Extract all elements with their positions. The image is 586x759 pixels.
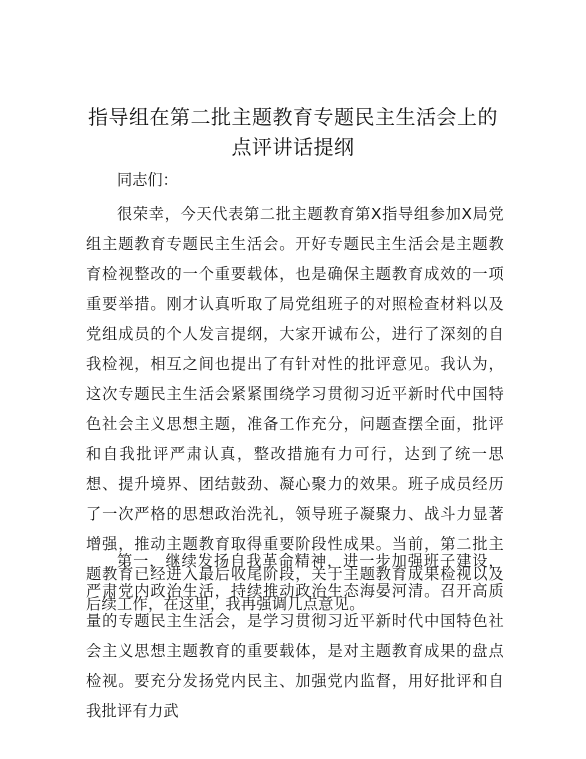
body-paragraph-1: 很荣幸，今天代表第二批主题教育第X指导组参加X局党组主题教育专题民主生活会。开好专题民主生活会是主题教育检视整改的一个重要载体，也是确保主题教育成效的一项重要举措。刚才认真听取了局党组班子的对照检查材料以及党组成员的个人发言提纲，大家开诚布公，进行了深刻的自我检视，相互之间也提出了有针对性的批评意见。我认为，这次专题民主生活会紧紧围绕学习贯彻习近平新时代中国特色社会主义思想主题，准备工作充分，问题查摆全面，批评和自我批评严肃认真，整改措施有力可行，达到了统一思想、提升境界、团结鼓劲、凝心聚力的效果。班子成员经历了一次严格的思想政治洗礼，领导班子凝聚力、战斗力显著增强，推动主题教育取得重要阶段性成果。当前，第二批主题教育已经进入最后收尾阶段，关于主题教育成果检视以及后续工作，在这里，我再强调几点意见。 — [86, 205, 504, 613]
body-paragraph-2: 第一，继续发扬自我革命精神，进一步加强班子建设，严肃党内政治生活，持续推动政治生态海晏河清。召开高质量的专题民主生活会，是学习贯彻习近平新时代中国特色社会主义思想主题教育的重要载体，是对主题教育成果的盘点检视。要充分发扬党内民主、加强党内监督，用好批评和自我批评有力武 — [86, 552, 504, 720]
document-title-line-1: 指导组在第二批主题教育专题民主生活会上的 — [88, 105, 498, 129]
salutation: 同志们： — [117, 171, 178, 189]
document-title-line-2: 点评讲话提纲 — [231, 135, 355, 159]
